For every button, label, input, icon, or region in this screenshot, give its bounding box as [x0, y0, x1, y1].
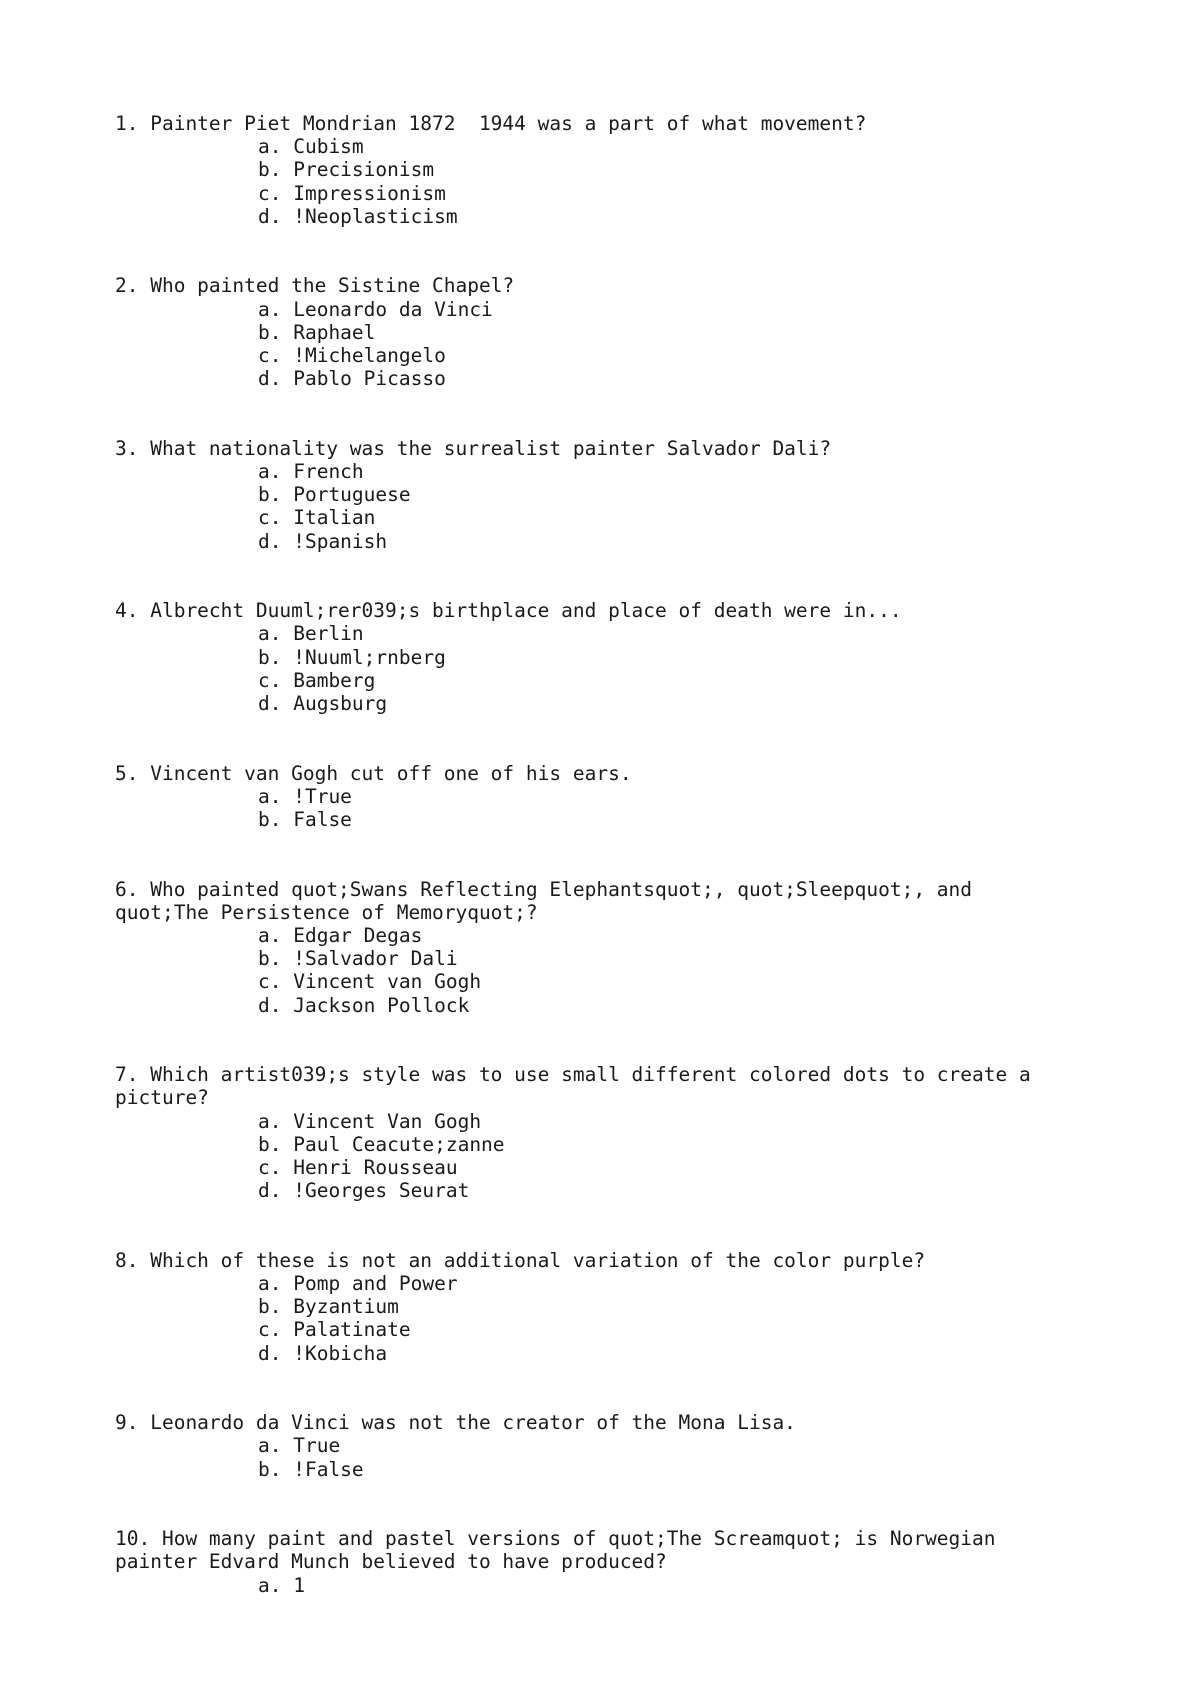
question-text: 8. Which of these is not an additional variation of the color purple? — [115, 1248, 926, 1272]
answer-option: a. True — [258, 1434, 341, 1458]
answer-option: d. !Neoplasticism — [258, 204, 458, 228]
question-text: 9. Leonardo da Vinci was not the creator of the Mona Lisa. — [115, 1411, 796, 1435]
question-text: 7. Which artist039;s style was to use small different colored dots to create a picture? — [115, 1063, 1031, 1110]
answer-options — [115, 135, 1075, 228]
answer-option: c. Palatinate — [258, 1318, 411, 1342]
answer-option: c. !Michelangelo — [258, 344, 446, 368]
answer-option: d. !Spanish — [258, 529, 388, 553]
answer-option: c. Bamberg — [258, 668, 376, 692]
answer-option: b. Byzantium — [258, 1295, 399, 1319]
question-text: 5. Vincent van Gogh cut off one of his ears. — [115, 761, 632, 785]
question-text: 6. Who painted quot;Swans Reflecting Elephantsquot;, quot;Sleepquot;, and quot;The Persistence of Memoryquot;? — [115, 877, 973, 924]
answer-option: b. Portuguese — [258, 483, 411, 507]
answer-options — [115, 460, 1075, 553]
question-text: 3. What nationality was the surrealist painter Salvador Dali? — [115, 436, 832, 460]
answer-option: b. !Salvador Dali — [258, 947, 458, 971]
answer-option: d. !Georges Seurat — [258, 1179, 470, 1203]
question-block — [115, 1063, 1075, 1202]
question-block — [115, 878, 1075, 1017]
question-block — [115, 112, 1075, 228]
answer-option: a. Pomp and Power — [258, 1272, 458, 1296]
question-block — [115, 762, 1075, 832]
question-text: 10. How many paint and pastel versions of quot;The Screamquot; is Norwegian painter Edvard Munch believed to have produced? — [115, 1527, 996, 1574]
answer-options — [115, 1434, 1075, 1480]
answer-option: d. Pablo Picasso — [258, 367, 446, 391]
question-text: 1. Painter Piet Mondrian 1872 1944 was a part of what movement? — [115, 112, 867, 135]
answer-option: c. Henri Rousseau — [258, 1156, 458, 1180]
answer-option: b. Precisionism — [258, 158, 435, 182]
answer-option: b. !Nuuml;rnberg — [258, 645, 446, 669]
answer-options — [115, 1110, 1075, 1203]
question-block — [115, 1411, 1075, 1481]
answer-options — [115, 622, 1075, 715]
question-text: 2. Who painted the Sistine Chapel? — [115, 274, 515, 298]
question-list — [115, 112, 1075, 1643]
question-block — [115, 1527, 1075, 1597]
answer-options — [115, 298, 1075, 391]
answer-options — [115, 1272, 1075, 1365]
question-text: 4. Albrecht Duuml;rer039;s birthplace and place of death were in... — [115, 599, 902, 623]
answer-options — [115, 785, 1075, 831]
answer-option: a. French — [258, 460, 364, 484]
answer-option: a. !True — [258, 784, 352, 808]
answer-option: a. Edgar Degas — [258, 924, 423, 948]
question-block — [115, 599, 1075, 715]
answer-option: d. !Kobicha — [258, 1341, 388, 1365]
question-block — [115, 1249, 1075, 1365]
answer-option: a. Vincent Van Gogh — [258, 1109, 482, 1133]
answer-option: a. Berlin — [258, 622, 364, 646]
answer-option: d. Jackson Pollock — [258, 993, 470, 1017]
answer-option: c. Vincent van Gogh — [258, 970, 482, 994]
answer-options — [115, 924, 1075, 1017]
answer-option: b. !False — [258, 1457, 364, 1481]
answer-option: a. Leonardo da Vinci — [258, 297, 493, 321]
answer-option: d. Augsburg — [258, 692, 388, 716]
answer-option: b. Raphael — [258, 320, 376, 344]
answer-options — [115, 1574, 1075, 1597]
question-block — [115, 274, 1075, 390]
answer-option: a. Cubism — [258, 135, 364, 159]
question-block — [115, 437, 1075, 553]
answer-option: c. Italian — [258, 506, 376, 530]
answer-option: b. Paul Ceacute;zanne — [258, 1132, 505, 1156]
answer-option: c. Impressionism — [258, 181, 446, 205]
answer-option: b. False — [258, 808, 352, 832]
answer-option: a. 1 — [258, 1573, 305, 1597]
